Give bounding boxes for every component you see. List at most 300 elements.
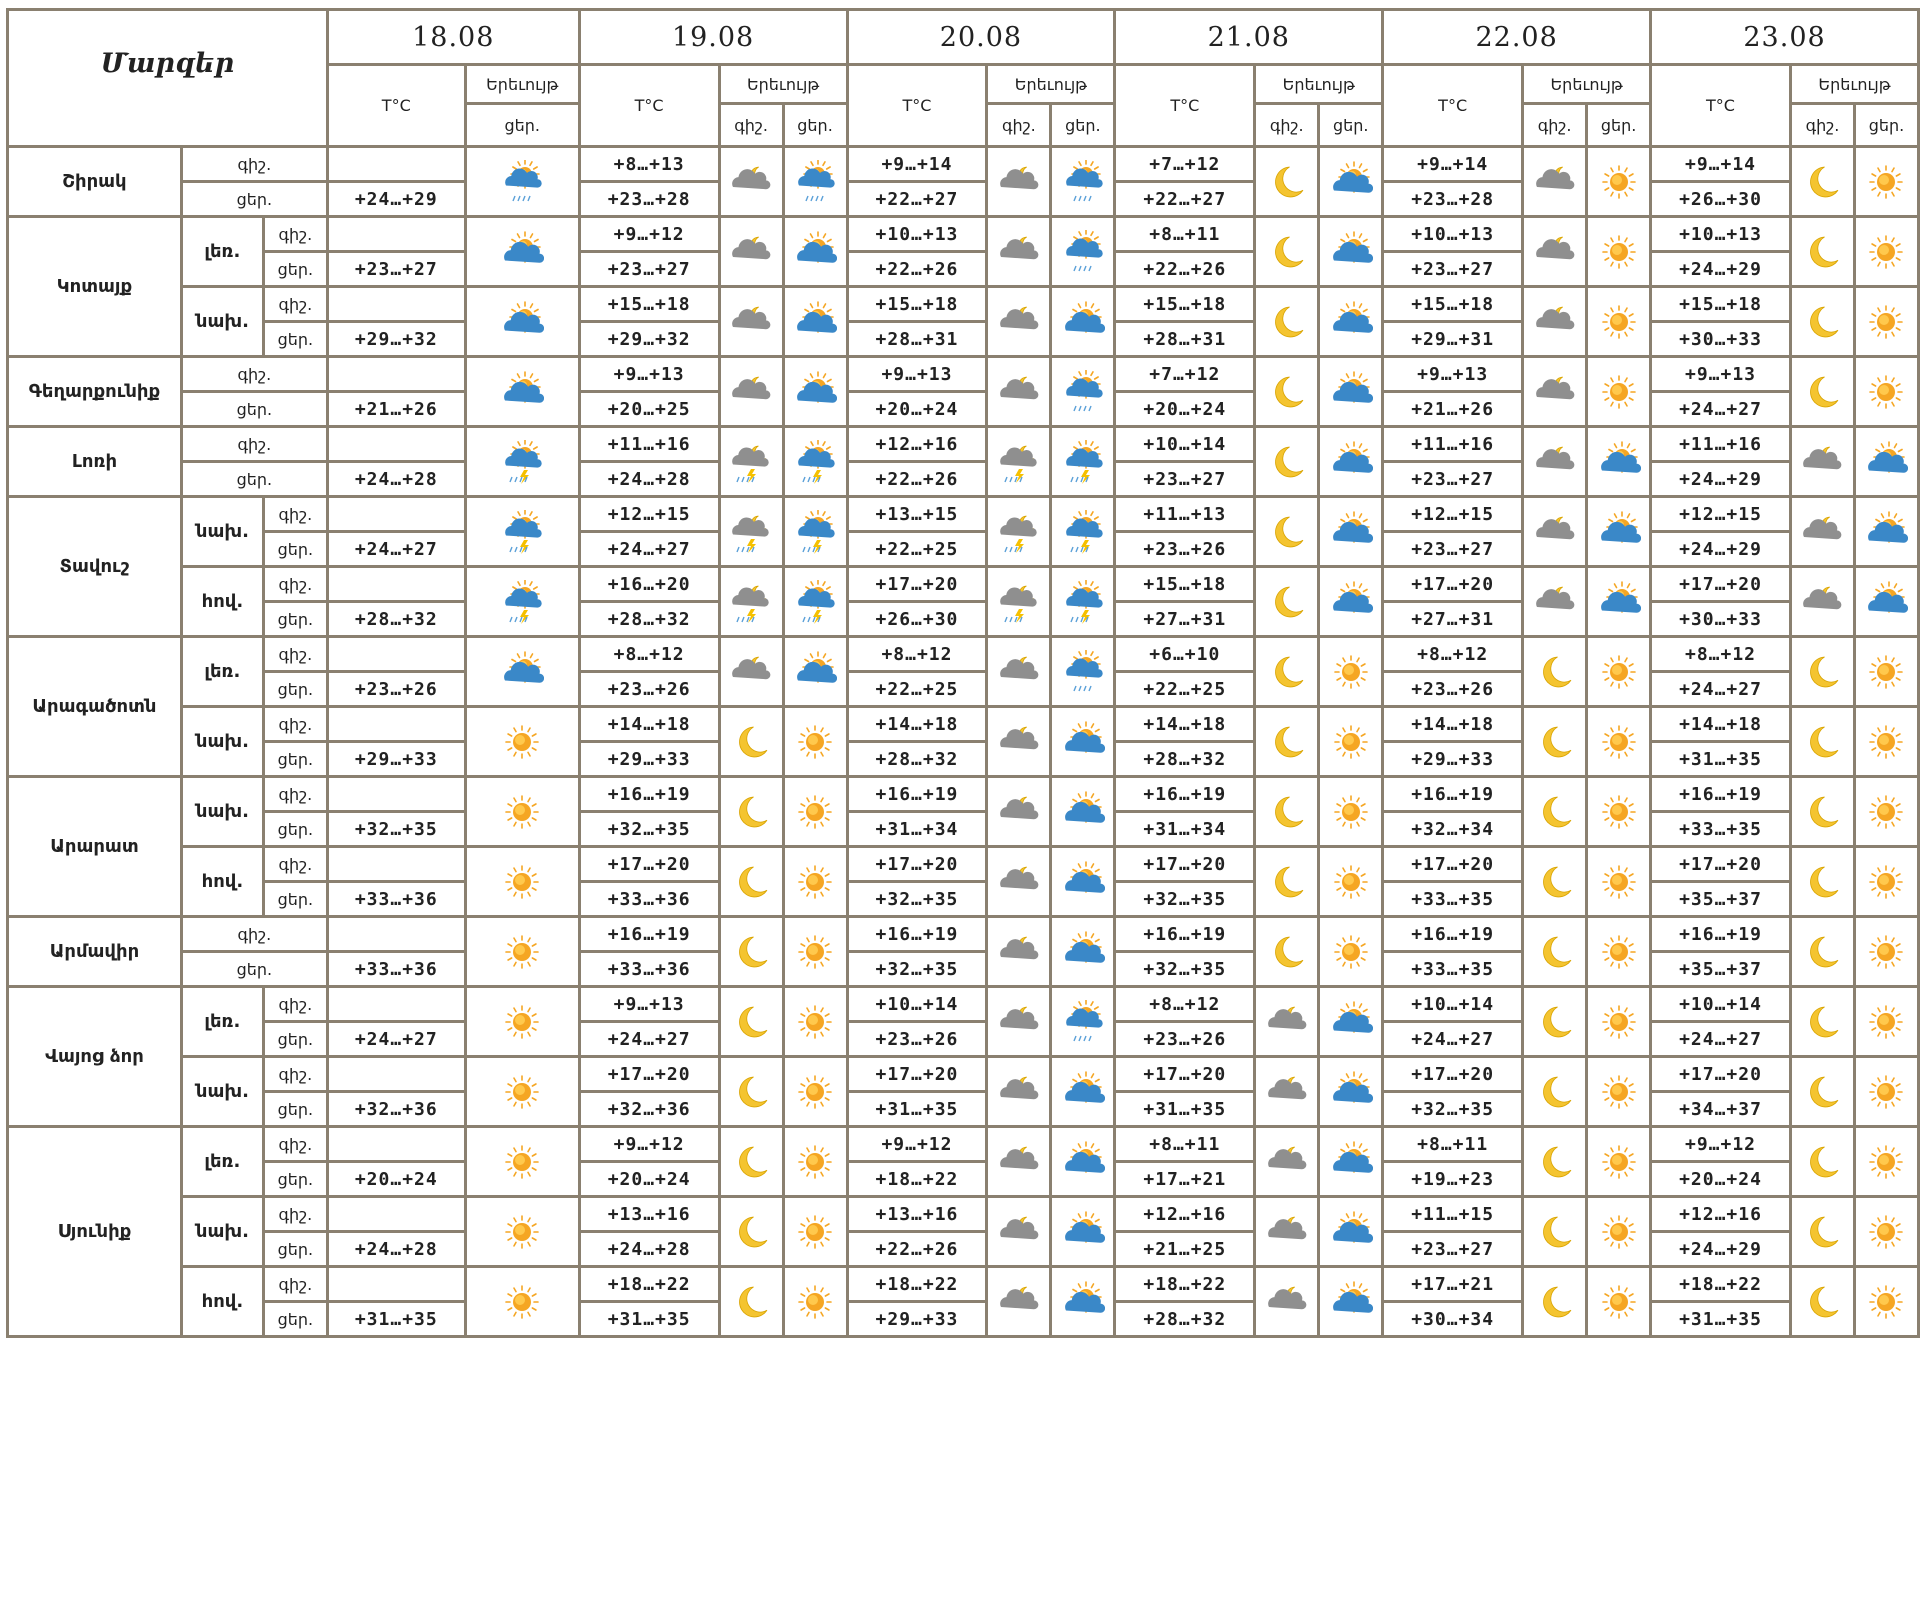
- night-weather-cell: [1523, 777, 1587, 847]
- cloud-sun-icon: [1061, 1280, 1105, 1324]
- day-weather-cell: [1319, 777, 1383, 847]
- forecast-page: [6, 8, 1920, 1338]
- day-temperature: +26…+30: [1651, 182, 1791, 217]
- night-weather-cell: [1790, 427, 1854, 497]
- night-weather-cell: [719, 917, 783, 987]
- day-weather-cell: [1854, 147, 1918, 217]
- day-weather-cell: [1854, 707, 1918, 777]
- day-weather-cell: [783, 427, 847, 497]
- day-weather-cell: [783, 567, 847, 637]
- storm-moon-icon: [729, 510, 773, 554]
- day-temperature: +24…+28: [327, 1232, 465, 1267]
- night-weather-cell: [987, 917, 1051, 987]
- day-period-label: ցեր.: [263, 882, 327, 917]
- night-temperature: +14…+18: [1383, 707, 1523, 742]
- storm-sun-icon: [500, 510, 544, 554]
- cloud-moon-icon: [729, 370, 773, 414]
- day-weather-cell: [465, 287, 579, 357]
- night-temperature: +8…+11: [1115, 1127, 1255, 1162]
- temperature-header: T°C: [847, 65, 987, 147]
- moon-icon: [1533, 860, 1577, 904]
- night-temperature: +12…+15: [1383, 497, 1523, 532]
- day-period-label: ցեր.: [263, 602, 327, 637]
- day-temperature: +24…+29: [1651, 462, 1791, 497]
- storm-sun-icon: [793, 510, 837, 554]
- night-temperature: +6…+10: [1115, 637, 1255, 672]
- day-temperature: +32…+35: [1383, 1092, 1523, 1127]
- day-period-label: ցեր.: [263, 1022, 327, 1057]
- phenomenon-header: Երեւույթ: [719, 65, 847, 104]
- cloud-sun-icon: [1061, 720, 1105, 764]
- date-header: 22.08: [1383, 10, 1651, 65]
- cloud-sun-icon: [1597, 580, 1641, 624]
- cloud-sun-icon: [1329, 510, 1373, 554]
- day-temperature: +22…+25: [1115, 672, 1255, 707]
- day-weather-cell: [783, 917, 847, 987]
- day-temperature: +20…+24: [1651, 1162, 1791, 1197]
- phenomenon-header: Երեւույթ: [1255, 65, 1383, 104]
- day-weather-cell: [465, 427, 579, 497]
- day-weather-cell: [783, 777, 847, 847]
- rain-sun-icon: [1061, 230, 1105, 274]
- cloud-sun-icon: [1061, 1140, 1105, 1184]
- moon-icon: [1533, 1070, 1577, 1114]
- cloud-sun-icon: [1329, 1000, 1373, 1044]
- day-weather-cell: [1319, 917, 1383, 987]
- night-header: գիշ.: [1255, 104, 1319, 147]
- day-weather-cell: [1051, 287, 1115, 357]
- night-temperature: [327, 847, 465, 882]
- day-period-label: ցեր.: [181, 462, 327, 497]
- night-weather-cell: [987, 497, 1051, 567]
- night-weather-cell: [1523, 707, 1587, 777]
- day-temperature: +28…+32: [327, 602, 465, 637]
- moon-icon: [1265, 930, 1309, 974]
- moon-icon: [1265, 510, 1309, 554]
- rain-sun-icon: [500, 160, 544, 204]
- night-weather-cell: [719, 147, 783, 217]
- storm-sun-icon: [793, 440, 837, 484]
- moon-icon: [729, 930, 773, 974]
- night-temperature: +10…+13: [1383, 217, 1523, 252]
- day-period-label: ցեր.: [263, 812, 327, 847]
- night-weather-cell: [719, 847, 783, 917]
- day-weather-cell: [1854, 497, 1918, 567]
- moon-icon: [729, 720, 773, 764]
- day-temperature: +33…+35: [1383, 952, 1523, 987]
- night-temperature: +15…+18: [1115, 567, 1255, 602]
- day-weather-cell: [1319, 567, 1383, 637]
- cloud-moon-icon: [1533, 510, 1577, 554]
- night-weather-cell: [1790, 637, 1854, 707]
- day-temperature: +29…+33: [1383, 742, 1523, 777]
- night-weather-cell: [1523, 917, 1587, 987]
- day-temperature: +24…+28: [579, 462, 719, 497]
- night-weather-cell: [1790, 217, 1854, 287]
- day-temperature: +27…+31: [1115, 602, 1255, 637]
- sun-icon: [1329, 790, 1373, 834]
- night-period-label: գիշ.: [263, 287, 327, 322]
- moon-icon: [1800, 1280, 1844, 1324]
- day-header: ցեր.: [1319, 104, 1383, 147]
- sun-icon: [1597, 860, 1641, 904]
- day-weather-cell: [1854, 777, 1918, 847]
- night-period-label: գիշ.: [263, 497, 327, 532]
- day-weather-cell: [783, 217, 847, 287]
- night-period-label: գիշ.: [181, 147, 327, 182]
- day-header: ցեր.: [1051, 104, 1115, 147]
- night-weather-cell: [719, 357, 783, 427]
- day-temperature: +28…+32: [1115, 1302, 1255, 1337]
- sun-icon: [1597, 1000, 1641, 1044]
- day-temperature: +24…+27: [1651, 672, 1791, 707]
- day-temperature: +32…+35: [1115, 882, 1255, 917]
- night-weather-cell: [987, 147, 1051, 217]
- night-temperature: +16…+19: [579, 777, 719, 812]
- night-weather-cell: [1255, 1267, 1319, 1337]
- night-weather-cell: [1255, 287, 1319, 357]
- sun-icon: [1597, 230, 1641, 274]
- night-weather-cell: [719, 287, 783, 357]
- day-temperature: +22…+26: [847, 1232, 987, 1267]
- night-weather-cell: [1790, 497, 1854, 567]
- day-weather-cell: [1319, 497, 1383, 567]
- storm-moon-icon: [729, 440, 773, 484]
- day-weather-cell: [1319, 147, 1383, 217]
- day-header: ցեր.: [1854, 104, 1918, 147]
- zone-name: նախ.: [181, 707, 263, 777]
- table-row: [8, 567, 1919, 602]
- night-weather-cell: [1523, 357, 1587, 427]
- storm-moon-icon: [997, 510, 1041, 554]
- night-weather-cell: [1790, 987, 1854, 1057]
- day-temperature: +23…+26: [327, 672, 465, 707]
- sun-icon: [500, 1140, 544, 1184]
- day-temperature: +33…+35: [1651, 812, 1791, 847]
- sun-icon: [1329, 930, 1373, 974]
- night-weather-cell: [1255, 987, 1319, 1057]
- day-temperature: +24…+29: [327, 182, 465, 217]
- region-name: Շիրակ: [8, 147, 182, 217]
- night-temperature: +17…+20: [1115, 1057, 1255, 1092]
- cloud-sun-icon: [1061, 790, 1105, 834]
- zone-name: նախ.: [181, 1197, 263, 1267]
- night-temperature: +14…+18: [579, 707, 719, 742]
- phenomenon-header: Երեւույթ: [465, 65, 579, 104]
- day-weather-cell: [465, 847, 579, 917]
- region-name: Լոռի: [8, 427, 182, 497]
- night-weather-cell: [1790, 287, 1854, 357]
- region-name: Տավուշ: [8, 497, 182, 637]
- day-weather-cell: [1854, 987, 1918, 1057]
- night-temperature: [327, 1057, 465, 1092]
- night-temperature: +18…+22: [847, 1267, 987, 1302]
- day-weather-cell: [1854, 1267, 1918, 1337]
- table-row: [8, 987, 1919, 1022]
- night-temperature: +18…+22: [1115, 1267, 1255, 1302]
- cloud-moon-icon: [1265, 1280, 1309, 1324]
- day-temperature: +18…+22: [847, 1162, 987, 1197]
- zone-name: հով.: [181, 1267, 263, 1337]
- night-period-label: գիշ.: [263, 1127, 327, 1162]
- moon-icon: [1265, 300, 1309, 344]
- moon-icon: [729, 1140, 773, 1184]
- night-temperature: +15…+18: [1383, 287, 1523, 322]
- night-temperature: +17…+20: [1115, 847, 1255, 882]
- day-weather-cell: [1854, 287, 1918, 357]
- sun-icon: [1864, 300, 1908, 344]
- night-weather-cell: [1523, 847, 1587, 917]
- night-weather-cell: [719, 707, 783, 777]
- night-weather-cell: [987, 1127, 1051, 1197]
- rain-sun-icon: [1061, 1000, 1105, 1044]
- day-weather-cell: [783, 707, 847, 777]
- night-temperature: +9…+12: [579, 217, 719, 252]
- night-weather-cell: [1523, 637, 1587, 707]
- night-temperature: +16…+19: [579, 917, 719, 952]
- day-weather-cell: [1587, 637, 1651, 707]
- sun-icon: [1864, 720, 1908, 764]
- night-period-label: գիշ.: [263, 707, 327, 742]
- night-temperature: +9…+13: [847, 357, 987, 392]
- night-weather-cell: [1790, 917, 1854, 987]
- night-weather-cell: [987, 1197, 1051, 1267]
- day-temperature: +17…+21: [1115, 1162, 1255, 1197]
- zone-name: լեռ.: [181, 637, 263, 707]
- night-temperature: +12…+15: [1651, 497, 1791, 532]
- day-period-label: ցեր.: [263, 672, 327, 707]
- day-temperature: +32…+35: [847, 882, 987, 917]
- night-temperature: +8…+12: [847, 637, 987, 672]
- day-temperature: +30…+33: [1651, 322, 1791, 357]
- day-weather-cell: [465, 987, 579, 1057]
- night-period-label: գիշ.: [181, 427, 327, 462]
- day-weather-cell: [783, 987, 847, 1057]
- day-period-label: ցեր.: [263, 1092, 327, 1127]
- sun-icon: [1597, 160, 1641, 204]
- regions-header: Մարզեր: [8, 10, 328, 147]
- moon-icon: [1800, 1210, 1844, 1254]
- cloud-sun-icon: [1864, 510, 1908, 554]
- day-weather-cell: [465, 637, 579, 707]
- day-temperature: +33…+36: [579, 882, 719, 917]
- day-temperature: +32…+35: [1115, 952, 1255, 987]
- night-temperature: +17…+20: [847, 567, 987, 602]
- moon-icon: [1800, 230, 1844, 274]
- day-temperature: +30…+33: [1651, 602, 1791, 637]
- day-temperature: +32…+36: [579, 1092, 719, 1127]
- day-temperature: +31…+35: [847, 1092, 987, 1127]
- weather-forecast-table: [6, 8, 1920, 1338]
- cloud-sun-icon: [793, 370, 837, 414]
- day-weather-cell: [1587, 1127, 1651, 1197]
- cloud-sun-icon: [793, 230, 837, 274]
- zone-name: հով.: [181, 847, 263, 917]
- night-temperature: +18…+22: [1651, 1267, 1791, 1302]
- day-temperature: +35…+37: [1651, 882, 1791, 917]
- storm-sun-icon: [1061, 580, 1105, 624]
- rain-sun-icon: [1061, 160, 1105, 204]
- day-weather-cell: [1319, 1127, 1383, 1197]
- zone-name: լեռ.: [181, 1127, 263, 1197]
- night-weather-cell: [1255, 217, 1319, 287]
- sun-icon: [793, 860, 837, 904]
- phenomenon-header: Երեւույթ: [987, 65, 1115, 104]
- night-temperature: +9…+13: [579, 987, 719, 1022]
- night-weather-cell: [987, 567, 1051, 637]
- night-weather-cell: [1255, 567, 1319, 637]
- table-row: [8, 1057, 1919, 1092]
- day-temperature: +22…+26: [847, 462, 987, 497]
- day-temperature: +21…+26: [1383, 392, 1523, 427]
- cloud-moon-icon: [1533, 580, 1577, 624]
- day-period-label: ցեր.: [181, 392, 327, 427]
- cloud-moon-icon: [1800, 440, 1844, 484]
- day-header: ցեր.: [1587, 104, 1651, 147]
- cloud-moon-icon: [997, 860, 1041, 904]
- night-period-label: գիշ.: [263, 1267, 327, 1302]
- day-weather-cell: [1051, 1267, 1115, 1337]
- cloud-moon-icon: [729, 300, 773, 344]
- day-temperature: +22…+25: [847, 532, 987, 567]
- day-weather-cell: [1051, 427, 1115, 497]
- day-temperature: +29…+33: [327, 742, 465, 777]
- night-temperature: +10…+14: [1651, 987, 1791, 1022]
- night-weather-cell: [719, 217, 783, 287]
- night-weather-cell: [987, 357, 1051, 427]
- day-weather-cell: [1051, 357, 1115, 427]
- temperature-header: T°C: [1115, 65, 1255, 147]
- sun-icon: [1597, 720, 1641, 764]
- day-temperature: +29…+31: [1383, 322, 1523, 357]
- night-temperature: +15…+18: [1651, 287, 1791, 322]
- moon-icon: [1533, 1140, 1577, 1184]
- day-weather-cell: [1051, 917, 1115, 987]
- sun-icon: [1864, 930, 1908, 974]
- sun-icon: [1597, 930, 1641, 974]
- day-temperature: +27…+31: [1383, 602, 1523, 637]
- day-temperature: +23…+28: [579, 182, 719, 217]
- cloud-sun-icon: [500, 300, 544, 344]
- day-temperature: +23…+27: [1383, 462, 1523, 497]
- day-period-label: ցեր.: [263, 252, 327, 287]
- cloud-moon-icon: [997, 1000, 1041, 1044]
- day-weather-cell: [1854, 357, 1918, 427]
- day-weather-cell: [465, 1057, 579, 1127]
- moon-icon: [1533, 1210, 1577, 1254]
- day-weather-cell: [1051, 1197, 1115, 1267]
- sun-icon: [1597, 300, 1641, 344]
- night-weather-cell: [1523, 1057, 1587, 1127]
- cloud-moon-icon: [997, 1140, 1041, 1184]
- cloud-moon-icon: [997, 930, 1041, 974]
- day-temperature: +28…+32: [847, 742, 987, 777]
- day-temperature: +32…+35: [327, 812, 465, 847]
- night-temperature: +8…+11: [1115, 217, 1255, 252]
- cloud-sun-icon: [1329, 1070, 1373, 1114]
- cloud-sun-icon: [1061, 860, 1105, 904]
- sun-icon: [1864, 230, 1908, 274]
- day-weather-cell: [1051, 707, 1115, 777]
- day-temperature: +32…+36: [327, 1092, 465, 1127]
- night-weather-cell: [987, 287, 1051, 357]
- cloud-moon-icon: [1265, 1140, 1309, 1184]
- night-temperature: +16…+19: [1115, 777, 1255, 812]
- sun-icon: [793, 1210, 837, 1254]
- night-temperature: [327, 707, 465, 742]
- rain-sun-icon: [1061, 650, 1105, 694]
- cloud-sun-icon: [1329, 370, 1373, 414]
- table-row: [8, 1127, 1919, 1162]
- storm-sun-icon: [1061, 440, 1105, 484]
- moon-icon: [1800, 1000, 1844, 1044]
- night-weather-cell: [1523, 147, 1587, 217]
- day-temperature: +35…+37: [1651, 952, 1791, 987]
- night-weather-cell: [1523, 427, 1587, 497]
- sun-icon: [1597, 1140, 1641, 1184]
- night-temperature: +16…+19: [1651, 777, 1791, 812]
- day-temperature: +22…+26: [1115, 252, 1255, 287]
- sun-icon: [1864, 370, 1908, 414]
- day-temperature: +22…+26: [847, 252, 987, 287]
- night-temperature: +16…+19: [1383, 917, 1523, 952]
- day-weather-cell: [1319, 987, 1383, 1057]
- day-period-label: ցեր.: [263, 322, 327, 357]
- night-temperature: +13…+16: [847, 1197, 987, 1232]
- cloud-sun-icon: [1061, 1070, 1105, 1114]
- day-temperature: +28…+31: [1115, 322, 1255, 357]
- day-temperature: +26…+30: [847, 602, 987, 637]
- day-temperature: +33…+36: [579, 952, 719, 987]
- cloud-sun-icon: [1329, 160, 1373, 204]
- day-temperature: +24…+29: [1651, 532, 1791, 567]
- day-weather-cell: [783, 847, 847, 917]
- day-weather-cell: [465, 1127, 579, 1197]
- moon-icon: [729, 790, 773, 834]
- day-weather-cell: [465, 1197, 579, 1267]
- day-temperature: +20…+25: [579, 392, 719, 427]
- night-temperature: +16…+19: [847, 917, 987, 952]
- day-weather-cell: [1854, 1197, 1918, 1267]
- night-temperature: [327, 357, 465, 392]
- day-weather-cell: [1051, 777, 1115, 847]
- night-header: գիշ.: [987, 104, 1051, 147]
- day-temperature: +23…+26: [847, 1022, 987, 1057]
- moon-icon: [1265, 230, 1309, 274]
- zone-name: հով.: [181, 567, 263, 637]
- sun-icon: [1864, 1140, 1908, 1184]
- night-weather-cell: [719, 1267, 783, 1337]
- cloud-sun-icon: [793, 650, 837, 694]
- sun-icon: [1864, 1210, 1908, 1254]
- table-row: [8, 847, 1919, 882]
- zone-name: լեռ.: [181, 987, 263, 1057]
- zone-name: լեռ.: [181, 217, 263, 287]
- day-period-label: ցեր.: [263, 1232, 327, 1267]
- night-temperature: +13…+15: [847, 497, 987, 532]
- night-temperature: +7…+12: [1115, 357, 1255, 392]
- night-weather-cell: [1255, 707, 1319, 777]
- date-header: 19.08: [579, 10, 847, 65]
- moon-icon: [1800, 860, 1844, 904]
- night-weather-cell: [1790, 1127, 1854, 1197]
- day-weather-cell: [1319, 637, 1383, 707]
- night-temperature: +16…+20: [579, 567, 719, 602]
- day-weather-cell: [1319, 1267, 1383, 1337]
- night-temperature: +9…+13: [579, 357, 719, 392]
- night-temperature: +12…+16: [847, 427, 987, 462]
- region-name: Գեղարքունիք: [8, 357, 182, 427]
